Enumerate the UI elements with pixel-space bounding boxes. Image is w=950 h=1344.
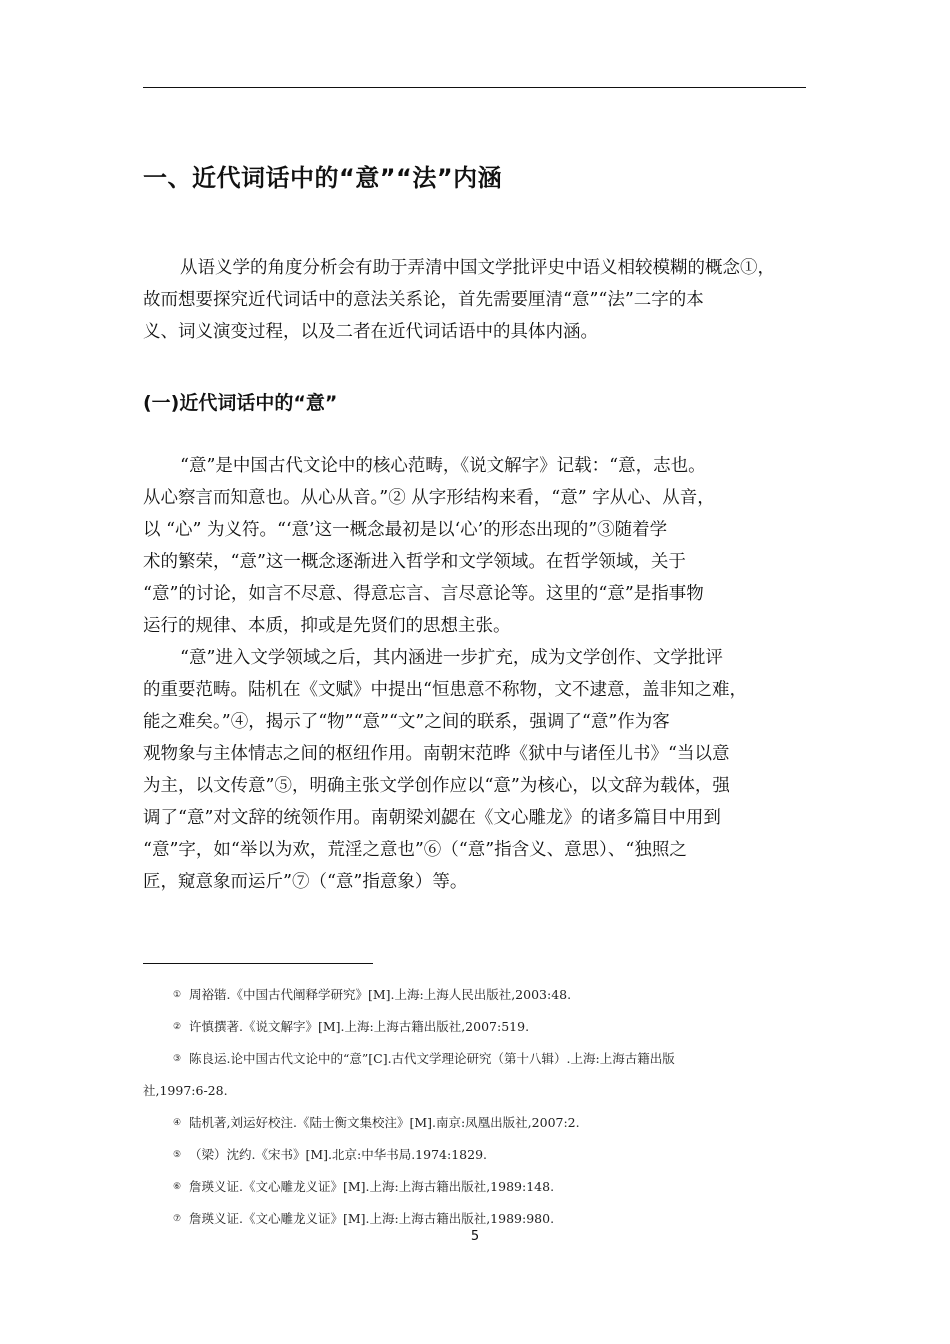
footnote-text: （梁）沈约.《宋书》[M].北京:中华书局.1974:1829. [189, 1147, 487, 1162]
paragraph-line: 观物象与主体情志之间的枢纽作用。南朝宋范晔《狱中与诸侄儿书》“当以意 [143, 744, 730, 764]
footnote-text: 陆机著,刘运好校注.《陆士衡文集校注》[M].南京:凤凰出版社,2007:2. [189, 1115, 580, 1130]
paragraph-line: 为主，以文传意”⑤，明确主张文学创作应以“意”为核心，以文辞为载体，强 [143, 776, 730, 796]
paragraph-line: 运行的规律、本质，抑或是先贤们的思想主张。 [143, 616, 511, 636]
footnote-mark: ③ [173, 1054, 182, 1064]
footnote [143, 1145, 813, 1165]
footnote-rule [143, 963, 373, 964]
paragraph-line: 的重要范畴。陆机在《文赋》中提出“恒患意不称物，文不逮意，盖非知之难， [143, 680, 747, 700]
footnote-mark: ② [173, 1022, 182, 1032]
paragraph-line: 以 “心” 为义符。“‘意’这一概念最初是以‘心’的形态出现的”③随着学 [143, 520, 668, 540]
paragraph-line: 从心察言而知意也。从心从音。”② 从字形结构来看，“意” 字从心、从音， [143, 488, 715, 508]
paragraph-line: 匠，窥意象而运斤”⑦（“意”指意象）等。 [143, 872, 468, 892]
paragraph-line: 能之难矣。”④，揭示了“物”“意”“文”之间的联系，强调了“意”作为客 [143, 712, 670, 732]
footnote-text: 周裕锴.《中国古代阐释学研究》[M].上海:上海人民出版社,2003:48. [189, 987, 572, 1002]
footnote-mark: ④ [173, 1118, 182, 1128]
footnote-text: 詹瑛义证.《文心雕龙义证》[M].上海:上海古籍出版社,1989:148. [189, 1179, 555, 1194]
paragraph-line: 义、词义演变过程，以及二者在近代词话语中的具体内涵。 [143, 322, 598, 342]
page-number: 5 [470, 1229, 480, 1244]
paragraph-line: “意”字，如“举以为欢，荒淫之意也”⑥（“意”指含义、意思）、“独照之 [143, 840, 687, 860]
footnote-text: 社,1997:6-28. [143, 1083, 228, 1098]
footnote-continuation [143, 1081, 813, 1101]
footnote [143, 1177, 813, 1197]
footnote [143, 985, 813, 1005]
footnote [143, 1113, 813, 1133]
paragraph-line: 调了“意”对文辞的统领作用。南朝梁刘勰在《文心雕龙》的诸多篇目中用到 [143, 808, 721, 828]
footnote [143, 1017, 813, 1037]
footnote [143, 1209, 813, 1229]
footnote-text: 詹瑛义证.《文心雕龙义证》[M].上海:上海古籍出版社,1989:980. [189, 1211, 555, 1226]
footnote-mark: ⑥ [173, 1182, 182, 1192]
section-heading: (一)近代词话中的“意” [143, 392, 338, 414]
footnote-mark: ① [173, 990, 182, 1000]
footnote-text: 许慎撰著.《说文解字》[M].上海:上海古籍出版社,2007:519. [189, 1019, 530, 1034]
paragraph-line: “意”进入文学领域之后，其内涵进一步扩充，成为文学创作、文学批评 [180, 648, 723, 668]
paragraph-line: “意”的讨论，如言不尽意、得意忘言、言尽意论等。这里的“意”是指事物 [143, 584, 704, 604]
header-rule [143, 87, 806, 88]
paragraph-line: 从语义学的角度分析会有助于弄清中国文学批评史中语义相较模糊的概念①， [180, 258, 775, 278]
footnote-mark: ⑤ [173, 1150, 182, 1160]
footnote-mark: ⑦ [173, 1214, 182, 1224]
paragraph-line: 故而想要探究近代词话中的意法关系论，首先需要厘清“意”“法”二字的本 [143, 290, 704, 310]
paragraph-line: 术的繁荣，“意”这一概念逐渐进入哲学和文学领域。在哲学领域，关于 [143, 552, 686, 572]
footnote-text: 陈良运.论中国古代文论中的“意”[C].古代文学理论研究（第十八辑）.上海:上海古籍出版 [189, 1051, 675, 1066]
chapter-heading: 一、近代词话中的“意”“法”内涵 [143, 164, 503, 192]
footnote [143, 1049, 813, 1069]
paragraph-line: “意”是中国古代文论中的核心范畴，《说文解字》记载：“意，志也。 [180, 456, 706, 476]
